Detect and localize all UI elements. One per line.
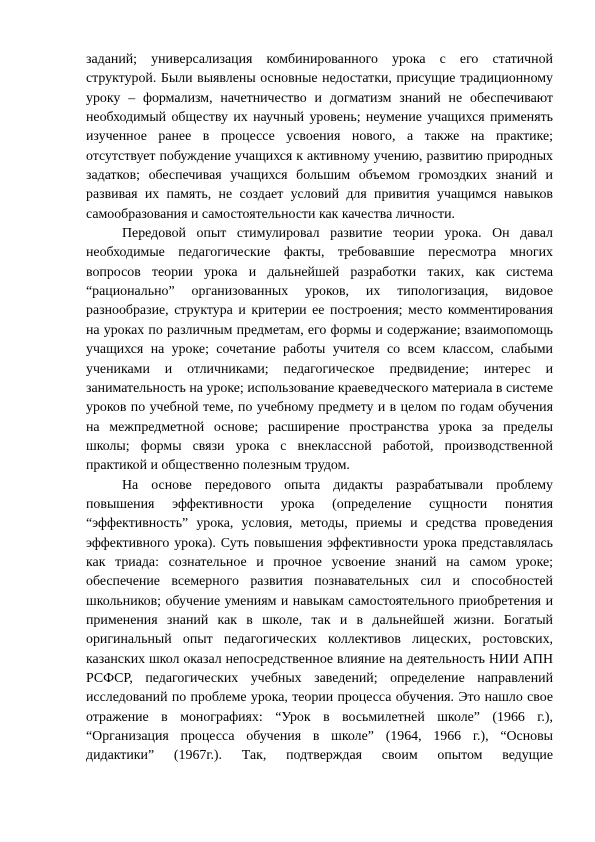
paragraph-2: Передовой опыт стимулировал развитие теории урока. Он давал необходимые педагогические факты, требовавшие пересмотра многих вопросов теории урока и дальнейшей разработки таких, как система “рационально” организованных уроков, их типологизация, видовое разнообразие, структура и критерии ее построения; место комментирования на уроках по различным предметам, его формы и содержание; взаимопомощь учащихся на уроке; сочетание работы учителя со всем классом, слабыми учениками и отличниками; педагогическое предвидение; интерес и занимательность на уроке; использование краеведческого материала в системе уроков по учебной теме, по учебному предмету и в целом по годам обучения на межпредметной основе; расширение пространства урока за пределы школы; формы связи урока с внеклассной работой, производственной практикой и общественно полезным трудом. xyxy=(86,226,553,474)
paragraph-1: заданий; универсализация комбинированного урока с его статичной структурой. Были выявлены основные недостатки, присущие традиционному уроку – формализм, начетничество и догматизм знаний не обеспечивают необходимый обществу их научный уровень; неумение учащихся применять изученное ранее в процессе усвоения нового, а также на практике; отсутствует побуждение учащихся к активному учению, развитию природных задатков; обеспечивая учащихся большим объемом громоздких знаний и развивая их память, не создает условий для привития учащимся навыков самообразования и самостоятельности как качества личности. xyxy=(86,52,553,222)
document-page xyxy=(86,50,553,766)
paragraph-3: На основе передового опыта дидакты разрабатывали проблему повышения эффективности урока (определение сущности понятия “эффективность” урока, условия, методы, приемы и средства проведения эффективного урока). Суть повышения эффективности урока представлялась как триада: сознательное и прочное усвоение знаний на самом уроке; обеспечение всемерного развития познавательных сил и способностей школьников; обучение умениям и навыкам самостоятельного приобретения и применения знаний как в школе, так и в дальнейшей жизни. Богатый оригинальный опыт педагогических коллективов лицеских, ростовских, казанских школ оказал непосредственное влияние на деятельность НИИ АПН РСФСР, педагогических учебных заведений; определение направлений исследований по проблеме урока, теории процесса обучения. Это нашло свое отражение в монографиях: “Урок в восьмилетней школе” (1966 г.), “Организация процесса обучения в школе” (1964, 1966 г.), “Основы дидактики” (1967г.). Так, подтверждая своим опытом ведущие xyxy=(86,477,553,764)
